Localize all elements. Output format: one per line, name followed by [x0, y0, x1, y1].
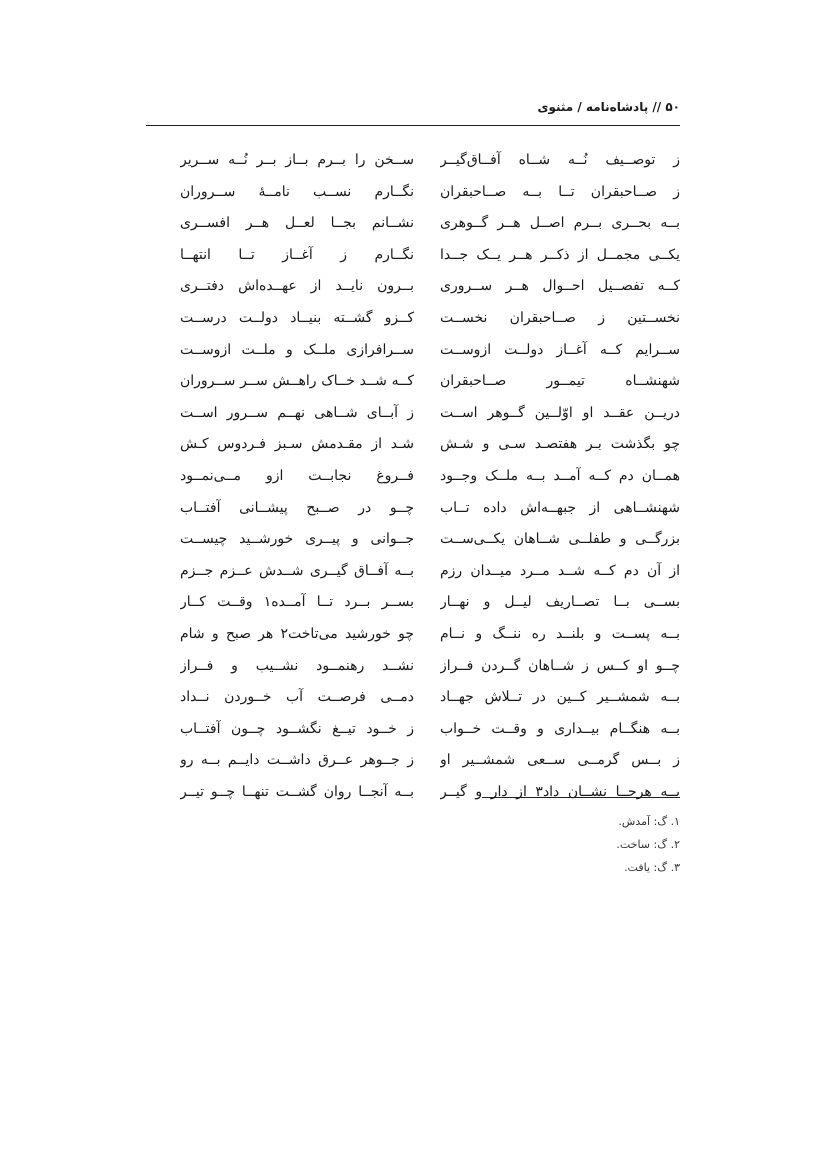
- running-header: ۵۰ // پادشاه‌نامه / مثنوی: [537, 100, 680, 114]
- verse-line: نشــد رهنمــود نشــیب و فــراز: [180, 657, 414, 674]
- verse-line: بــه آنجــا روان گشــت تنهــا چــو تیــر: [180, 783, 414, 800]
- verse-line: کــه تفصــیل احــوال هــر ســروری: [440, 278, 680, 295]
- verse-line: جــوانی و پیــری خورشــید چیســت: [180, 531, 414, 548]
- verse-line: بزرگــی و طفلــی شــاهان یکــی‌ســت: [440, 531, 680, 548]
- verse-line: بــه آفــاق گیــری شــدش عــزم جــزم: [180, 562, 414, 579]
- poem-column-right: [440, 145, 680, 808]
- verse-line: یکــی مجمــل از ذکــر هــر یــک جــدا: [440, 246, 680, 263]
- verse-line: بــه بحــری بــرم اصــل هــر گــوهری: [440, 215, 680, 232]
- verse-line: فــروغ نجابــت ازو مــی‌نمــود: [180, 467, 414, 484]
- verse-line: چــو او کــس ز شــاهان گــردن فــراز: [440, 657, 680, 674]
- verse-line: بــه پســت و بلنــد ره ننــگ و نــام: [440, 625, 680, 642]
- verse-line: بــه هرجــا نشــان داد۳ از دار و گیــر: [440, 783, 680, 800]
- header-rule: [146, 125, 680, 126]
- verse-line: کــزو گشــته بنیــاد دولــت درســت: [180, 309, 414, 326]
- footnote: ۲. گ: ساخت.: [616, 838, 680, 851]
- verse-line: ز صــاحبقران تــا بــه صــاحبقران: [440, 183, 680, 200]
- verse-line: چو بگذشت بـر هفتصـد سـی و شـش: [440, 436, 680, 453]
- verse-line: شهنشــاه تیمــور صــاحبقران: [440, 373, 680, 390]
- verse-line: دریــن عقــد او اوّلــین گــوهر اســت: [440, 404, 680, 421]
- verse-line: همــان دم کــه آمــد بــه ملــک وجــود: [440, 467, 680, 484]
- verse-line: ســخن را بــرم بــاز بــر نُــه ســریر: [180, 152, 414, 168]
- verse-line: ز خــود تیــغ نگشــود چــون آفتــاب: [180, 720, 414, 737]
- footnote: ۱. گ: آمدش.: [618, 815, 680, 828]
- verse-line: بــه هنگــام بیــداری و وقــت خــواب: [440, 720, 680, 737]
- verse-line: نشــانم بجــا لعــل هــر افســری: [180, 215, 414, 232]
- poem-column-left: [180, 145, 414, 808]
- verse-line: دمــی فرصــت آب خــوردن نــداد: [180, 689, 414, 706]
- verse-line: چــو در صــبح پیشــانی آفتــاب: [180, 499, 414, 516]
- verse-line: ز آبــای شــاهی نهــم ســرور اســت: [180, 404, 414, 421]
- verse-line: بســر بــرد تــا آمــده۱ وقــت کــار: [180, 594, 414, 611]
- verse-line: نگــارم ز آغــاز تــا انتهــا: [180, 246, 414, 263]
- verse-line: شهنشــاهی از جبهــه‌اش داده تــاب: [440, 499, 680, 516]
- verse-line: از آن دم کــه شــد مــرد میــدان رزم: [440, 562, 680, 579]
- verse-line: ز توصــیف نُــه شــاه آفــاق‌گیــر: [440, 152, 680, 168]
- verse-line: بــرون نایــد از عهــده‌اش دفتــری: [180, 278, 414, 295]
- footnote-rule: [482, 797, 680, 798]
- verse-line: چو خورشید می‌تاخت۲ هر صبح و شام: [180, 625, 414, 642]
- verse-line: شـد از مقـدمش سـبز فـردوس کـش: [180, 436, 414, 453]
- verse-line: ز بــس گرمــی ســعی شمشــیر او: [440, 752, 680, 769]
- verse-line: ز جــوهر عــرق داشــت دایــم بــه رو: [180, 752, 414, 769]
- verse-line: بــه شمشــیر کــین در تــلاش جهــاد: [440, 689, 680, 706]
- footnotes: [380, 810, 680, 879]
- verse-line: نگــارم نســب نامــهٔ ســروران: [180, 183, 414, 200]
- verse-line: نخســتین ز صــاحبقران نخســت: [440, 309, 680, 326]
- verse-line: کــه شــد خــاک راهــش ســر ســروران: [180, 373, 414, 390]
- verse-line: بســی بــا تصــاریف لیــل و نهــار: [440, 594, 680, 611]
- footnote: ۳. گ: یافت.: [624, 861, 680, 874]
- verse-line: ســرایم کــه آغــاز دولــت ازوســت: [440, 341, 680, 358]
- verse-line: ســرافرازی ملــک و ملــت ازوســت: [180, 341, 414, 358]
